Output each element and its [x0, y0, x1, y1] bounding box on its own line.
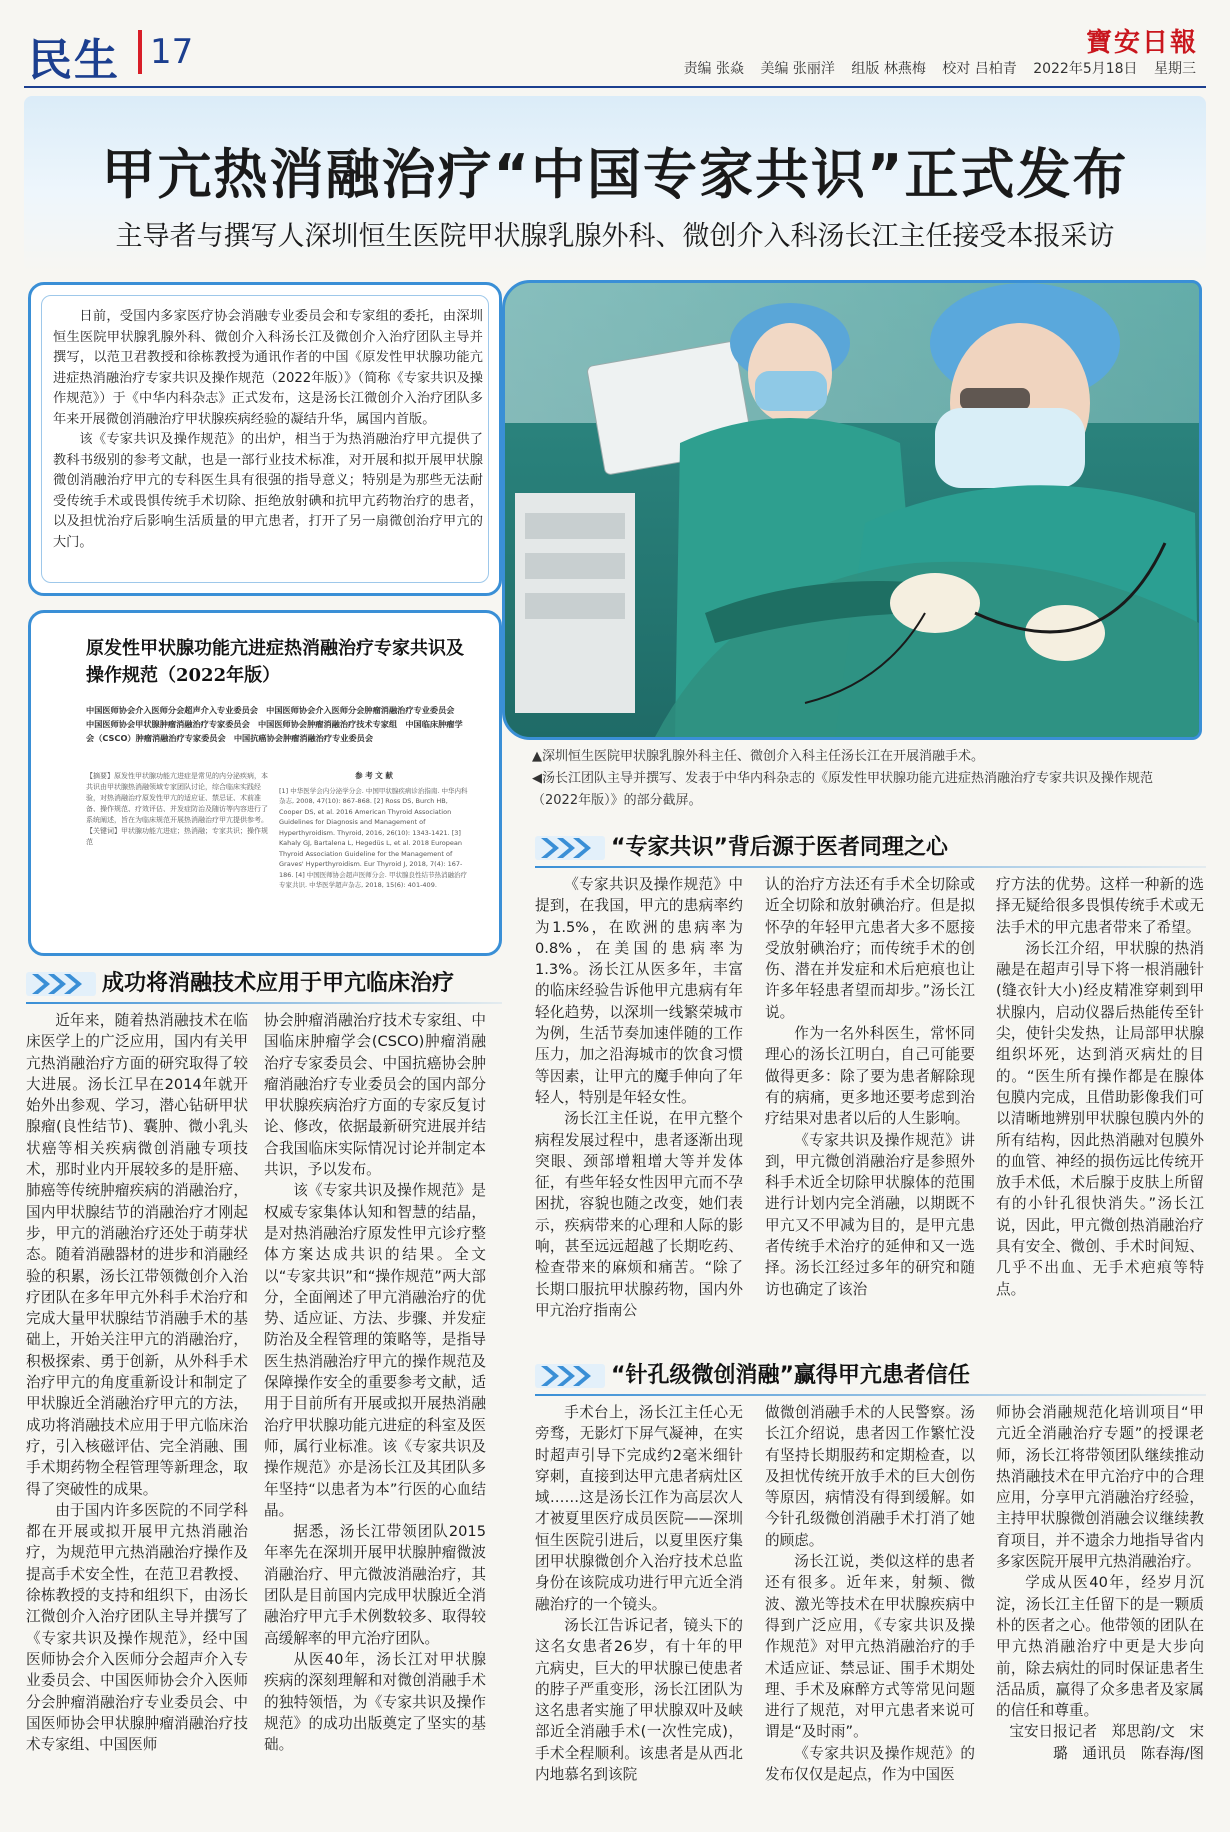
section-header-2 — [535, 830, 1206, 864]
article-paragraph: 汤长江介绍，甲状腺的热消融是在超声引导下将一根消融针(缝衣针大小)经皮精准穿刺到甲状腺内，启动仪器后热能传至针尖，使针尖发热，让局部甲状腺组织坏死，达到消灭病灶的目的。“医生所有操作都是在腺体包膜内完成，且借助影像我们可以清晰地辨别甲状腺包膜内外的所有结构，因此热消融对包膜外的血管、神经的损伤远比传统开放手术低，术后腺于皮肤上所留有的小针孔很快消失。”汤长江说，因此，甲亢微创热消融治疗具有安全、微创、手术时间短、几乎不出血、无手术疤痕等特点。 — [996, 939, 1204, 1298]
article-column — [535, 874, 743, 1340]
article-paragraph: 从医40年，汤长江对甲状腺疾病的深刻理解和对微创消融手术的独特领悟，为《专家共识及操作规范》的成功出版奠定了坚实的基础。 — [264, 1650, 486, 1754]
article-paragraph: 作为一名外科医生，常怀同理心的汤长江明白，自己可能要做得更多：除了要为患者解除现有的病痛，更多地还要考虑到治疗结果对患者以后的人生影响。 — [765, 1025, 975, 1128]
article-paragraph: 《专家共识及操作规范》讲到，甲亢微创消融治疗是参照外科手术近全切除甲状腺体的范围进行计划内完全消融，以期既不甲亢又不甲减为目的，是甲亢患者传统手术治疗的延伸和又一选择。汤长江经过多年的研究和随访也确定了该治 — [765, 1131, 975, 1298]
article-column — [996, 1402, 1204, 1820]
article-column — [535, 1402, 743, 1820]
scan-organizations: 中国医师协会介入医师分会超声介入专业委员会 中国医师协会介入医师分会肿瘤消融治疗专业委员会 中国医师协会甲状腺肿瘤消融治疗专家委员会 中国医师协会肿瘤消融治疗技术专家组 中国临床肿瘤学会（CSCO）肿瘤消融治疗专家委员会 中国抗癌协会肿瘤消融治疗专业委员会 — [86, 705, 463, 743]
journal-scan-box — [28, 610, 502, 956]
intro-box — [28, 282, 502, 596]
surgery-photo-illustration — [505, 283, 1199, 737]
scan-references-title: 参 考 文 献 — [355, 771, 393, 780]
surgery-photo — [502, 280, 1202, 740]
article-column — [765, 874, 975, 1340]
editor-credit: 美编 张丽洋 — [760, 61, 835, 77]
caption-line: ▲深圳恒生医院甲状腺乳腺外科主任、微创介入科主任汤长江在开展消融手术。 — [532, 749, 984, 764]
issue-date: 2022年5月18日 — [1033, 61, 1138, 77]
section-header-1 — [26, 966, 502, 1000]
article-paragraph: 该《专家共识及操作规范》是权威专家集体认知和智慧的结晶，是对热消融治疗原发性甲亢诊疗整体方案达成共识的结果。全文以“专家共识”和“操作规范”两大部分，全面阐述了甲亢消融治疗的优势、适应证、方法、步骤、并发症防治及全程管理的策略等，是指导医生热消融治疗甲亢的操作规范及保障操作安全的重要参考文献，适用于目前所有开展或拟开展热消融治疗甲状腺功能亢进症的科室及医师，属行业标准。该《专家共识及操作规范》亦是汤长江及其团队多年坚持“以患者为本”行医的心血结晶。 — [264, 1182, 486, 1519]
header-separator — [138, 30, 142, 74]
chevron-arrows-icon — [26, 970, 96, 998]
article-paragraph: 《专家共识及操作规范》中提到，在我国，甲亢的患病率约为1.5%，在欧洲的患病率为0.8%，在美国的患病率为1.3%。汤长江从医多年，丰富的临床经验告诉他甲亢患病有年轻化趋势，以深圳一线繁荣城市为例，生活节奏加速伴随的工作压力，加之沿海城市的饮食习惯等因素，让甲亢的魔手伸向了年轻人，特别是年轻女性。 — [535, 876, 743, 1106]
chevron-arrows-icon — [535, 1362, 605, 1390]
intro-text — [53, 307, 483, 553]
article-column — [26, 1010, 248, 1820]
section-name: 民生 — [28, 35, 120, 86]
page-header — [24, 18, 1206, 86]
article-paragraph: 疗方法的优势。这样一种新的选择无疑给很多畏惧传统手术或无法手术的甲亢患者带来了希望。 — [996, 876, 1204, 936]
article-paragraph: 汤长江主任说，在甲亢整个病程发展过程中，患者逐渐出现突眼、颈部增粗增大等并发体征，有些年轻女性因甲亢而不孕困扰，容貌也随之改变，她们表示，疾病带来的心理和人际的影响，甚至远远超越了长期吃药、检查带来的麻烦和痛苦。“除了长期口服抗甲状腺药物，国内外甲亢治疗指南公 — [535, 1110, 743, 1319]
article-paragraph: 学成从医40年，经岁月沉淀，汤长江主任留下的是一颗质朴的医者之心。他带领的团队在甲亢热消融治疗中更是大步向前，除去病灶的同时保证患者生活品质，赢得了众多患者及家属的信任和尊重。 — [996, 1574, 1204, 1720]
caption-line: ◀汤长江团队主导并撰写、发表于中华内科杂志的《原发性甲状腺功能亢进症热消融治疗专家共识及操作规范（2022年版）》的部分截屏。 — [532, 771, 1153, 808]
scan-title: 原发性甲状腺功能亢进症热消融治疗专家共识及操作规范（2022年版） — [86, 638, 464, 686]
section-underline — [535, 1394, 1206, 1396]
article-column — [996, 874, 1204, 1340]
editor-credit: 组版 林燕梅 — [851, 61, 926, 77]
intro-paragraph: 日前，受国内多家医疗协会消融专业委员会和专家组的委托，由深圳恒生医院甲状腺乳腺外科、微创介入科汤长江及微创介入治疗团队主导并撰写，以范卫君教授和徐栋教授为通讯作者的中国《原发性甲状腺功能亢进症热消融治疗专家共识及操作规范（2022年版）》（简称《专家共识及操作规范》）于《中华内科杂志》正式发布，这是汤长江微创介入治疗团队多年来开展微创消融治疗甲状腺疾病经验的凝结升华，属国内首版。 — [53, 309, 483, 427]
editor-credits — [672, 58, 1196, 78]
article-paragraph: 手术台上，汤长江主任心无旁骛，无影灯下屏气凝神，在实时超声引导下完成约2毫米细针穿刺，直接到达甲亢患者病灶区域……这是汤长江作为高层次人才被夏里医疗成员医院——深圳恒生医院引进后，以夏里医疗集团甲状腺微创介入治疗技术总监身份在该院成功进行甲亢近全消融治疗的一个镜头。 — [535, 1404, 743, 1613]
article-paragraph: 由于国内许多医院的不同学科都在开展或拟开展甲亢热消融治疗，为规范甲亢热消融治疗操作及提高手术安全性，在范卫君教授、徐栋教授的支持和组织下，由汤长江微创介入治疗团队主导并撰写了《专家共识及操作规范》，经中国医师协会介入医师分会超声介入专业委员会、中国医师协会介入医师分会肿瘤消融治疗专业委员会、中国医师协会甲状腺肿瘤消融治疗技术专家组、中国医师 — [26, 1501, 248, 1754]
scan-references — [279, 771, 469, 939]
section-underline — [26, 1002, 502, 1004]
article-column — [264, 1010, 486, 1820]
header-rule — [24, 86, 1206, 88]
intro-paragraph: 该《专家共识及操作规范》的出炉，相当于为热消融治疗甲亢提供了教科书级别的参考文献，也是一部行业技术标准，对开展和拟开展甲状腺微创消融治疗甲亢的专科医生具有很强的指导意义；特别是为那些无法耐受传统手术或畏惧传统手术切除、拒绝放射碘和抗甲亢药物治疗的患者，以及担忧治疗后影响生活质量的甲亢患者，打开了另一扇微创治疗甲亢的大门。 — [53, 432, 483, 550]
article-paragraph: 做微创消融手术的人民警察。汤长江介绍说，患者因工作繁忙没有坚持长期服药和定期检查，以及担忧传统开放手术的巨大创伤等原因，病情没有得到缓解。如今针孔级微创消融手术打消了她的顾虑。 — [765, 1404, 975, 1549]
sub-headline: 主导者与撰写人深圳恒生医院甲状腺乳腺外科、微创介入科汤长江主任接受本报采访 — [115, 221, 1115, 252]
section-title: “针孔级微创消融”赢得甲亢患者信任 — [611, 1363, 970, 1388]
photo-caption — [532, 746, 1182, 812]
chevron-arrows-icon — [535, 834, 605, 862]
article-paragraph: 《专家共识及操作规范》的发布仅仅是起点，作为中国医 — [765, 1744, 975, 1784]
headline-banner — [24, 96, 1206, 272]
scan-references-text: [1] 中华医学会内分泌学分会. 中国甲状腺疾病诊治指南. 中华内科杂志, 2008, 47(10): 867-868. [2] Ross DS, Burch HB, Cooper DS, et al. 2016 American Thyroid Association Guidelines for Diagnosis and Management of Hyperthyroidism. Thyroid, 2016, 26(10): 1343-1421. [3] Kahaly GJ, Bartalena L, Hegedüs L, et al. 2018 European Thyroid Association Guideline for the Management of Graves' Hyperthyroidism. Eur Thyroid J, 2018, 7(4): 167-186. [4] 中国医师协会超声医师分会. 甲状腺良性结节热消融治疗专家共识. 中华医学超声杂志, 2018, 15(6): 401-409. — [279, 786, 468, 889]
article-paragraph: 据悉，汤长江带领团队2015年率先在深圳开展甲状腺肿瘤微波消融治疗、甲亢微波消融治疗，其团队是目前国内完成甲状腺近全消融治疗甲亢手术例数较多、取得较高缓解率的甲亢治疗团队。 — [264, 1523, 486, 1647]
article-paragraph: 汤长江告诉记者，镜头下的这名女患者26岁，有十年的甲亢病史，巨大的甲状腺已使患者的脖子严重变形，汤长江团队为这名患者实施了甲状腺双叶及峡部近全消融手术(一次性完成)，手术全程顺利。该患者是从西北内地慕名到该院 — [535, 1616, 743, 1784]
section-header-3 — [535, 1358, 1206, 1392]
section-title: 成功将消融技术应用于甲亢临床治疗 — [102, 971, 455, 996]
article-paragraph: 汤长江说，类似这样的患者还有很多。近年来，射频、微波、激光等技术在甲状腺疾病中得到广泛应用，《专家共识及操作规范》对甲亢热消融治疗的手术适应证、禁忌证、围手术期处理、手术及麻醉方式等常见问题进行了规范，对甲亢患者来说可谓是“及时雨”。 — [765, 1553, 975, 1741]
issue-weekday: 星期三 — [1154, 61, 1196, 77]
scan-abstract: 【摘要】原发性甲状腺功能亢进症是常见的内分泌疾病，本共识由甲状腺热消融领域专家团队讨论，综合临床实践经验，对热消融治疗原发性甲亢的适应证、禁忌证、术前准备、操作规范、疗效评估、并发症防治及随访等内容进行了系统阐述，旨在为临床规范开展热消融治疗甲亢提供参考。【关键词】甲状腺功能亢进症；热消融；专家共识；操作规范 — [86, 772, 268, 846]
newspaper-masthead: 寶安日報 — [1085, 28, 1198, 58]
section-underline — [535, 866, 1206, 868]
page-number: 17 — [150, 32, 194, 72]
article-byline: 宝安日报记者 郑思韵/文 宋璐 通讯员 陈春海/图 — [1009, 1723, 1204, 1762]
main-headline: 甲亢热消融治疗“中国专家共识”正式发布 — [101, 143, 1129, 206]
editor-credit: 校对 吕柏青 — [942, 61, 1017, 77]
article-column — [765, 1402, 975, 1820]
section-title: “专家共识”背后源于医者同理之心 — [611, 835, 948, 860]
article-paragraph: 师协会消融规范化培训项目“甲亢近全消融治疗专题”的授课老师，汤长江将带领团队继续推动热消融技术在甲亢治疗中的合理应用，分享甲亢消融治疗经验，主持甲状腺微创消融会议继续教育项目，并不遗余力地指导省内多家医院开展甲亢热消融治疗。 — [996, 1404, 1204, 1571]
article-paragraph: 认的治疗方法还有手术全切除或近全切除和放射碘治疗。但是拟怀孕的年轻甲亢患者大多不愿接受放射碘治疗；而传统手术的创伤、潜在并发症和术后疤痕也让许多年轻患者望而却步。”汤长江说。 — [765, 876, 975, 1021]
article-paragraph: 协会肿瘤消融治疗技术专家组、中国临床肿瘤学会(CSCO)肿瘤消融治疗专家委员会、中国抗癌协会肿瘤消融治疗专业委员会的国内部分甲状腺疾病治疗方面的专家反复讨论、修改，依据最新研究进展并结合我国临床实际情况讨论并制定本共识，予以发布。 — [264, 1012, 486, 1179]
article-paragraph: 近年来，随着热消融技术在临床医学上的广泛应用，国内有关甲亢热消融治疗方面的研究取得了较大进展。汤长江早在2014年就开始外出参观、学习，潜心钻研甲状腺瘤(良性结节)、囊肿、微小乳头状癌等相关疾病微创消融专项技术，那时业内开展较多的是肝癌、肺癌等传统肿瘤疾病的消融治疗，国内甲状腺结节的消融治疗才刚起步，甲亢的消融治疗还处于萌芽状态。随着消融器材的进步和消融经验的积累，汤长江带领微创介入治疗团队在多年甲亢外科手术治疗和完成大量甲状腺结节消融手术的基础上，开始关注甲亢的消融治疗，积极探索、勇于创新，从外科手术治疗甲亢的角度重新设计和制定了甲状腺近全消融治疗甲亢的方法，成功将消融技术应用于甲亢临床治疗，引入核磁评估、完全消融、围手术期药物全程管理等新理念，取得了突破性的成果。 — [26, 1012, 248, 1498]
editor-credit: 责编 张焱 — [683, 61, 745, 77]
